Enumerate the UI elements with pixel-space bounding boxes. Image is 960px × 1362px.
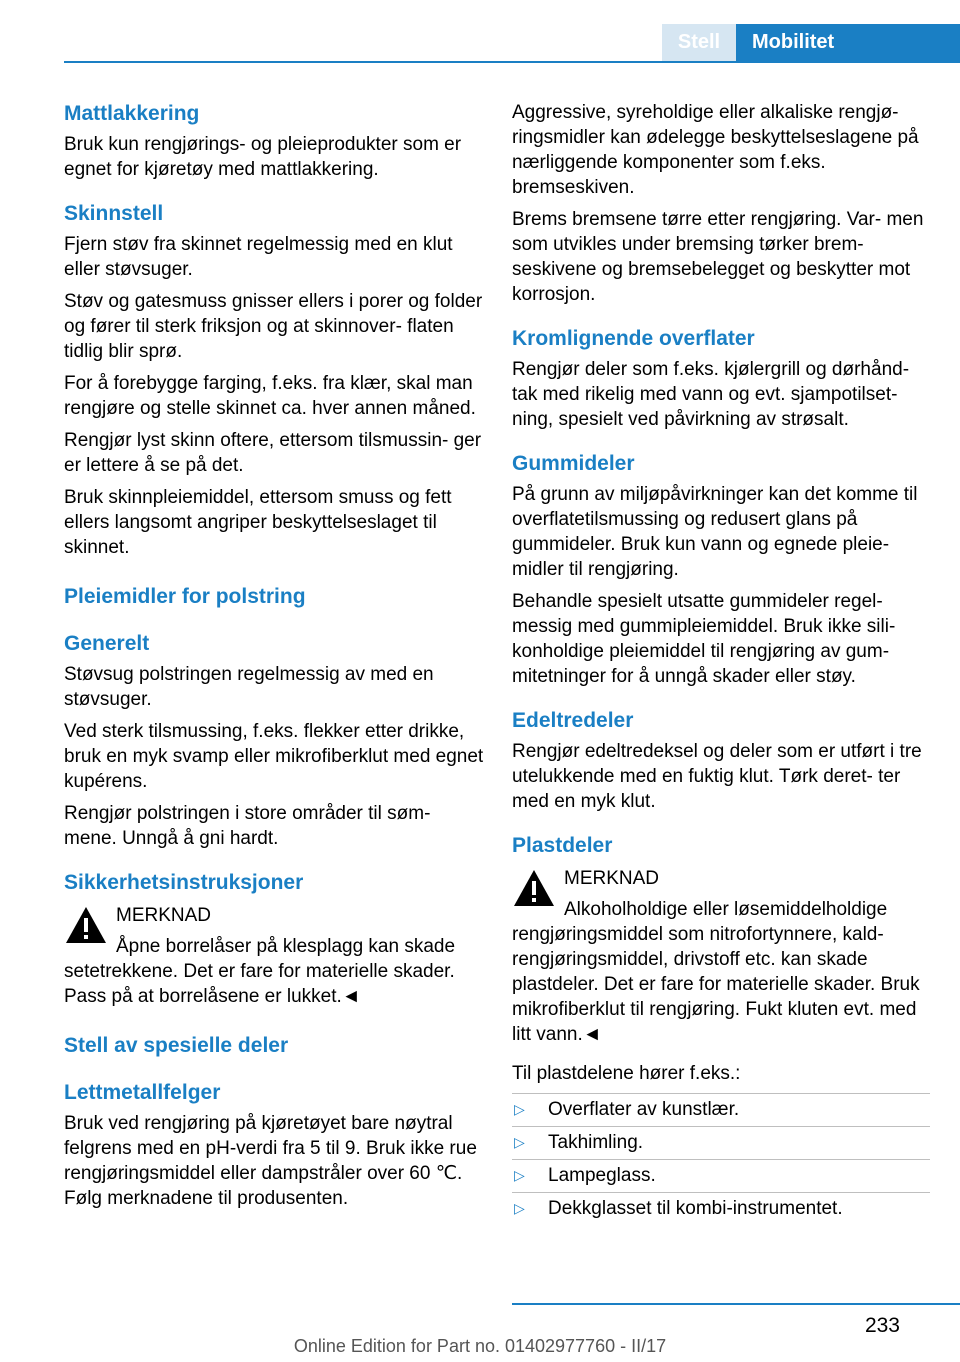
paragraph: Behandle spesielt utsatte gummideler regel- messig med gummipleiemiddel. Bruk ikke sili- konholdige pleiemiddel til rengjøring av gum- mitetninger for å unngå skader eller støy.: [512, 591, 896, 687]
section-title-sikkerhet: Sikkerhetsinstruksjoner: [64, 871, 304, 894]
paragraph: Aggressive, syreholdige eller alkaliske rengjø- ringsmidler kan ødelegge beskyttelseslagene på nærliggende komponenter som f.eks. bremseskiven.: [512, 102, 919, 198]
footer-rule: [512, 1303, 960, 1305]
note-label: MERKNAD: [564, 868, 660, 889]
paragraph: Rengjør lyst skinn oftere, ettersom tilsmussin- ger er lettere å se på det.: [64, 430, 482, 476]
plastic-parts-list: [512, 1093, 930, 1225]
tab-mobilitet[interactable]: Mobilitet: [736, 24, 960, 61]
paragraph: På grunn av miljøpåvirkninger kan det komme til overflatetilsmussing og redusert glans på gummideler. Bruk kun vann og egnede pleie- midler til rengjøring.: [512, 484, 918, 580]
list-item: ▷ Dekkglasset til kombi-instrumentet.: [512, 1192, 930, 1225]
chapter-title-spesielle: Stell av spesielle deler: [64, 1034, 289, 1057]
paragraph: Til plastdelene hører f.eks.:: [512, 1063, 741, 1084]
edition-footer: Online Edition for Part no. 01402977760 - II/17: [293, 1336, 667, 1356]
page-number: 233: [864, 1314, 900, 1337]
triangle-bullet-icon: ▷: [514, 1101, 525, 1117]
list-item: ▷ Overflater av kunstlær.: [512, 1093, 930, 1126]
paragraph: For å forebygge farging, f.eks. fra klær, skal man rengjøre og stelle skinnet ca. hver annen måned.: [64, 373, 476, 419]
section-title-edel: Edeltredeler: [512, 709, 634, 732]
section-title-mattlakkering: Mattlakkering: [64, 102, 200, 125]
section-title-krom: Kromlignende overflater: [512, 327, 755, 350]
paragraph: Ved sterk tilsmussing, f.eks. flekker etter drikke, bruk en myk svamp eller mikrofiberklut med egnet kupérens.: [64, 721, 484, 792]
section-title-lettmetall: Lettmetallfelger: [64, 1081, 221, 1104]
warning-note: [512, 866, 930, 1047]
list-item: ▷ Lampeglass.: [512, 1159, 930, 1192]
paragraph: Brems bremsene tørre etter rengjøring. Var- men som utvikles under bremsing tørker brem- seskivene og bremsebelegget og beskytter mot korrosjon.: [512, 209, 924, 305]
section-title-generelt: Generelt: [64, 632, 150, 655]
chapter-title-pleiemidler: Pleiemidler for polstring: [64, 585, 306, 608]
note-label: MERKNAD: [116, 905, 212, 926]
paragraph: Bruk kun rengjørings- og pleieprodukter som er egnet for kjøretøy med mattlakkering.: [64, 134, 462, 180]
triangle-bullet-icon: ▷: [514, 1200, 525, 1216]
paragraph: Fjern støv fra skinnet regelmessig med en klut eller støvsuger.: [64, 234, 453, 280]
triangle-bullet-icon: ▷: [514, 1134, 525, 1150]
right-column: [512, 100, 930, 1225]
paragraph: Rengjør polstringen i store områder til søm- mene. Unngå å gni hardt.: [64, 803, 431, 849]
left-column: [64, 100, 484, 1218]
list-item: ▷ Takhimling.: [512, 1126, 930, 1159]
section-title-skinnstell: Skinnstell: [64, 202, 164, 225]
warning-triangle-icon: [512, 868, 556, 908]
tab-stell[interactable]: Stell: [662, 24, 736, 61]
triangle-bullet-icon: ▷: [514, 1167, 525, 1183]
section-title-gummi: Gummideler: [512, 452, 635, 475]
warning-triangle-icon: [64, 905, 108, 945]
header-rule: [64, 61, 960, 63]
warning-note: [64, 903, 484, 1009]
paragraph: Støvsug polstringen regelmessig av med en støvsuger.: [64, 664, 434, 710]
paragraph: Rengjør deler som f.eks. kjølergrill og dørhånd- tak med rikelig med vann og evt. sjampotilset- ning, spesielt ved påvirkning av strøsalt.: [512, 359, 910, 430]
paragraph: Rengjør edeltredeksel og deler som er utført i tre utelukkende med en fuktig klut. Tørk deret- ter med en myk klut.: [512, 741, 922, 812]
note-text: Alkoholholdige eller løsemiddelholdige rengjøringsmiddel som nitrofortynnere, kald- rengjøringsmiddel, drivstoff etc. kan skade plastdeler. Det er fare for materielle skader. Bruk mikrofiberklut til rengjøring. Fukt kluten evt. med litt vann.◄: [512, 899, 920, 1045]
paragraph: Bruk ved rengjøring på kjøretøyet bare nøytral felgrens med en pH-verdi fra 5 til 9. Bruk ikke rue rengjøringsmiddel eller dampstråler over 60 ℃. Følg merknadene til produsenten.: [64, 1113, 477, 1209]
section-title-plast: Plastdeler: [512, 834, 613, 857]
paragraph: Støv og gatesmuss gnisser ellers i porer og folder og fører til sterk friksjon og at skinnover- flaten tidlig blir sprø.: [64, 291, 483, 362]
note-text: Åpne borrelåser på klesplagg kan skade setetrekkene. Det er fare for materielle skader. Pass på at borrelåsene er lukket.◄: [64, 936, 456, 1007]
paragraph: Bruk skinnpleiemiddel, ettersom smuss og fett ellers langsomt angriper beskyttelseslaget til skinnet.: [64, 487, 452, 558]
